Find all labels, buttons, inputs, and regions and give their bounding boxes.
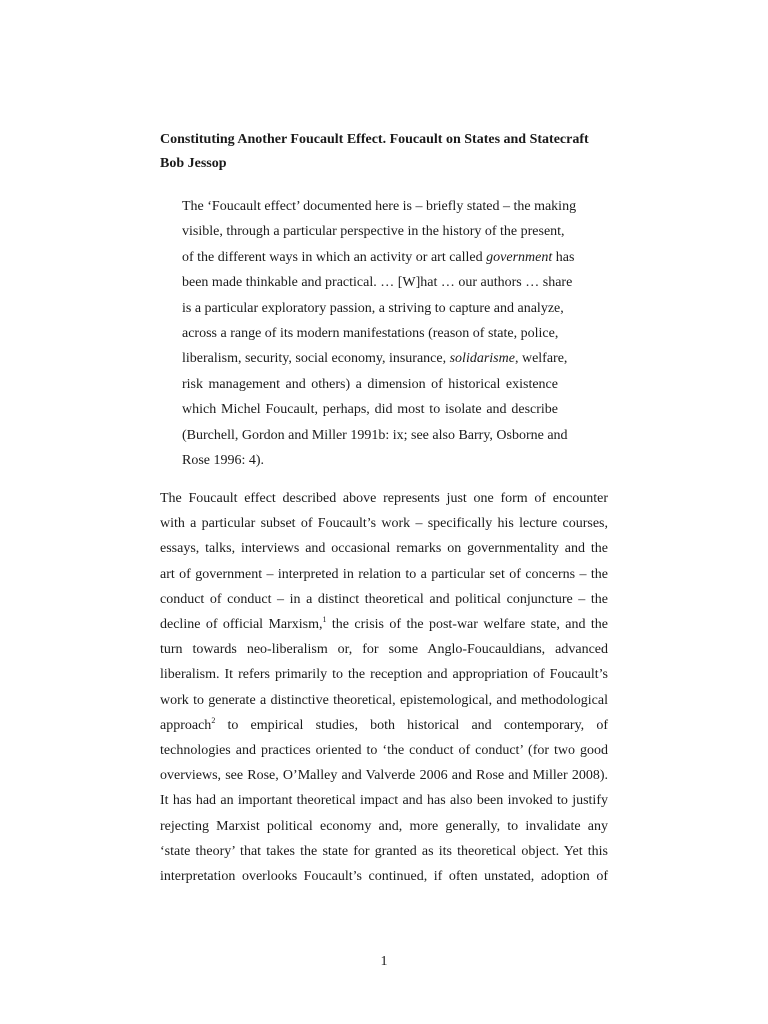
quote-line: is a particular exploratory passion, a striving to capture and analyze, <box>182 300 564 316</box>
quote-line: which Michel Foucault, perhaps, did most to isolate and describe <box>182 402 558 418</box>
body-line: work to generate a distinctive theoretical, epistemological, and methodological <box>160 692 608 708</box>
italic-term: government <box>486 249 553 265</box>
page-number: 1 <box>380 954 388 969</box>
body-line: conduct of conduct – in a distinct theoretical and political conjuncture – the <box>160 591 608 607</box>
body-line: with a particular subset of Foucault’s work – specifically his lecture courses, <box>160 516 608 532</box>
body-line: It has had an important theoretical impact and has also been invoked to justify <box>160 793 608 809</box>
italic-term: solidarisme <box>449 351 515 367</box>
body-line: technologies and practices oriented to ‘the conduct of conduct’ (for two good <box>160 743 608 759</box>
quote-line: of the different ways in which an activity or art called government has <box>182 249 575 265</box>
quote-line: (Burchell, Gordon and Miller 1991b: ix; see also Barry, Osborne and <box>182 427 568 443</box>
quote-line: been made thinkable and practical. … [W]hat … our authors … share <box>182 275 573 291</box>
body-line: rejecting Marxist political economy and, more generally, to invalidate any <box>160 818 608 834</box>
footnote-marker[interactable]: 2 <box>211 715 216 725</box>
quote-line: across a range of its modern manifestations (reason of state, police, <box>182 326 559 342</box>
body-line: The Foucault effect described above represents just one form of encounter <box>160 491 608 506</box>
block-quote <box>182 194 577 473</box>
body-line: overviews, see Rose, O’Malley and Valverde 2006 and Rose and Miller 2008). <box>160 768 608 784</box>
quote-line: Rose 1996: 4). <box>182 453 265 469</box>
quote-line: risk management and others) a dimension of historical existence <box>182 376 558 392</box>
body-line: essays, talks, interviews and occasional remarks on governmentality and the <box>160 541 608 557</box>
quote-line: visible, through a particular perspective in the history of the present, <box>182 224 565 240</box>
quote-line: liberalism, security, social economy, insurance, solidarisme, welfare, <box>182 351 568 367</box>
body-line: liberalism. It refers primarily to the reception and appropriation of Foucault’s <box>160 667 608 683</box>
body-line: art of government – interpreted in relation to a particular set of concerns – the <box>160 566 608 582</box>
body-line: decline of official Marxism,$^1$ the crisis of the post-war welfare state, and the <box>160 615 608 633</box>
footnote-marker[interactable]: 1 <box>322 615 327 625</box>
body-line: ‘state theory’ that takes the state for granted as its theoretical object. Yet this <box>160 843 608 859</box>
body-paragraph <box>160 486 608 889</box>
document-author: Bob Jessop <box>160 156 227 171</box>
body-line: interpretation overlooks Foucault’s continued, if often unstated, adoption of <box>160 869 608 885</box>
quote-line: The ‘Foucault effect’ documented here is – briefly stated – the making <box>182 199 577 214</box>
body-line: approach$^2$ to empirical studies, both historical and contemporary, of <box>160 715 608 733</box>
title-block <box>160 128 620 176</box>
document-title: Constituting Another Foucault Effect. Foucault on States and Statecraft <box>160 132 589 147</box>
body-line: turn towards neo-liberalism or, for some Anglo-Foucauldians, advanced <box>160 642 608 658</box>
